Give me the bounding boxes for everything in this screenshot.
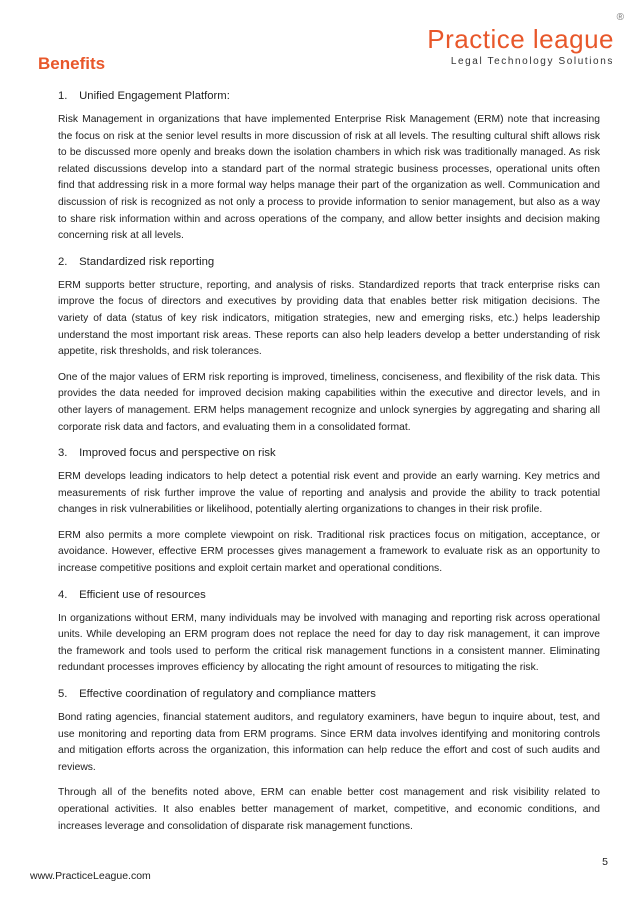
paragraph: ERM supports better structure, reporting, and analysis of risks. Standardized reports that track enterprise risks can improve the focus of directors and executives by providing data that enables better risk mitigation decisions. The variety of data (status of key risk indicators, mitigation strategies, new and emerging risks, etc.) helps leadership understand the most important risk areas. These reports can also help leaders develop a better understanding of risk appetite, risk thresholds, and risk tolerances. <box>58 279 600 358</box>
section-improved-focus <box>58 445 600 578</box>
section-heading <box>58 254 600 270</box>
paragraph: Through all of the benefits noted above, ERM can enable better cost management and risk visibility related to operational activities. It also enables better management of market, competitive, and economic conditions, and increases leverage and consolidation of disparate risk management functions. <box>58 787 600 832</box>
section-heading <box>58 445 600 461</box>
logo-tagline: Legal Technology Solutions <box>450 56 614 67</box>
page-title: Benefits <box>38 54 106 73</box>
practice-league-logo <box>398 12 628 67</box>
paragraph: Risk Management in organizations that have implemented Enterprise Risk Management (ERM) note that increasing the focus on risk at the senior level results in more discussion of risk at all levels. The resulting cultural shift allows risk to be discussed more openly and breaks down the isolation chambers in which risk was traditionally managed. As risk related discussions develop into a standard part of the normal strategic business processes, operational units often find that addressing risk in a more formal way helps manage their part of the organization as well. Communication and discussion of risk is recognized as not only a process to provide information to senior management, but also as a way to share risk information within and across operations of the company, and allow better insights and decision making concerning risk at all levels. <box>58 114 600 242</box>
section-unified-engagement <box>58 88 600 245</box>
paragraph: ERM develops leading indicators to help detect a potential risk event and provide an early warning. Key metrics and measurements of risk further improve the value of reporting and analysis and provide the ability to track potential changes in risk vulnerabilities or likelihood, potentially alerting organizations to changes in their risk profile. <box>58 471 600 516</box>
section-number: 1. <box>58 90 68 102</box>
paragraph: In organizations without ERM, many individuals may be involved with managing and reporting risk across operational units. While developing an ERM program does not replace the need for day to day risk management, it can improve the framework and tools used to perform the critical risk management functions in a consistent manner. Eliminating redundant processes improves efficiency by allocating the right amount of resources to mitigating the risk. <box>58 612 600 674</box>
section-regulatory-coordination <box>58 686 600 835</box>
paragraph: Bond rating agencies, financial statement auditors, and regulatory examiners, have begun to inquire about, test, and use monitoring and reporting data from ERM programs. Since ERM data involves identifying and monitoring controls and mitigation efforts across the organization, this information can help reduce the effort and cost of such audits and reviews. <box>58 712 600 773</box>
section-efficient-resources <box>58 587 600 677</box>
registered-mark: ® <box>616 12 624 23</box>
section-title: Improved focus and perspective on risk <box>79 447 276 460</box>
footer-website-link[interactable]: www.PracticeLeague.com <box>30 870 151 882</box>
section-title: Unified Engagement Platform: <box>79 90 230 102</box>
benefits-content <box>58 88 600 844</box>
paragraph: One of the major values of ERM risk reporting is improved, timeliness, conciseness, and flexibility of the risk data. This provides the data needed for improved decision making capabilities within the executive and director levels, and in other layers of management. ERM helps management recognize and unlock synergies by aggregating and sharing all corporate risk data and factors, and evaluating them in a consolidated format. <box>58 371 600 433</box>
logo-name: Practice league <box>427 24 614 54</box>
section-title: Standardized risk reporting <box>79 255 215 268</box>
section-standardized-reporting <box>58 254 600 436</box>
section-heading <box>58 88 600 104</box>
section-heading <box>58 686 600 702</box>
section-number: 5. <box>58 688 68 701</box>
section-heading <box>58 587 600 603</box>
paragraph: ERM also permits a more complete viewpoint on risk. Traditional risk practices focus on mitigation, acceptance, or avoidance. However, effective ERM processes gives management a framework to evaluate risk as an opportunity to increase competitive positions and exploit certain market and operational conditions. <box>58 529 600 575</box>
section-number: 3. <box>58 447 68 460</box>
section-number: 2. <box>58 255 68 268</box>
section-number: 4. <box>58 588 68 601</box>
page-number: 5 <box>602 856 608 868</box>
section-title: Efficient use of resources <box>79 588 206 601</box>
section-title: Effective coordination of regulatory and compliance matters <box>79 688 376 701</box>
